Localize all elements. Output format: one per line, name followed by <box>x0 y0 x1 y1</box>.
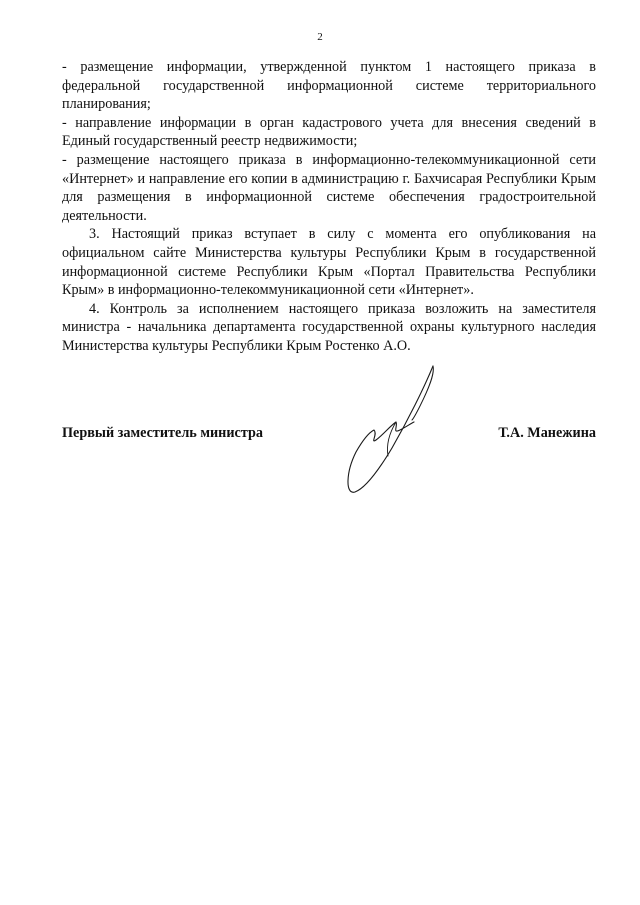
signer-title: Первый заместитель министра <box>62 425 263 441</box>
signature-block <box>62 424 596 444</box>
signature-stroke-tail <box>387 422 396 456</box>
signer-name: Т.А. Манежина <box>498 425 596 441</box>
handwritten-signature <box>340 360 450 500</box>
paragraph-placement-fgis: - размещение информации, утвержденной пунктом 1 настоящего приказа в федеральной государственной информационной системе территориального планирования; <box>62 59 596 113</box>
document-body <box>62 58 596 356</box>
page-number: 2 <box>317 31 323 43</box>
paragraph-internet-placement: - размещение настоящего приказа в информационно-телекоммуникационной сети «Интернет» и направление его копии в администрацию г. Бахчисарая Республики Крым для размещения в информационной системе обеспечения градостроительной деятельности. <box>62 151 596 224</box>
paragraph-cadastral-registry: - направление информации в орган кадастрового учета для внесения сведений в Единый государственный реестр недвижимости; <box>62 114 596 150</box>
paragraph-item-3: 3. Настоящий приказ вступает в силу с момента его опубликования на официальном сайте Министерства культуры Республики Крым в государственной информационной системе Республики Крым «Портал Правительства Республики Крым» в информационно-телекоммуникационной сети «Интернет». <box>62 226 596 299</box>
paragraph-item-4: 4. Контроль за исполнением настоящего приказа возложить на заместителя министра - начальника департамента государственной охраны культурного наследия Министерства культуры Республики Крым Ростенко А.О. <box>62 300 596 354</box>
signature-stroke-main <box>348 366 433 492</box>
